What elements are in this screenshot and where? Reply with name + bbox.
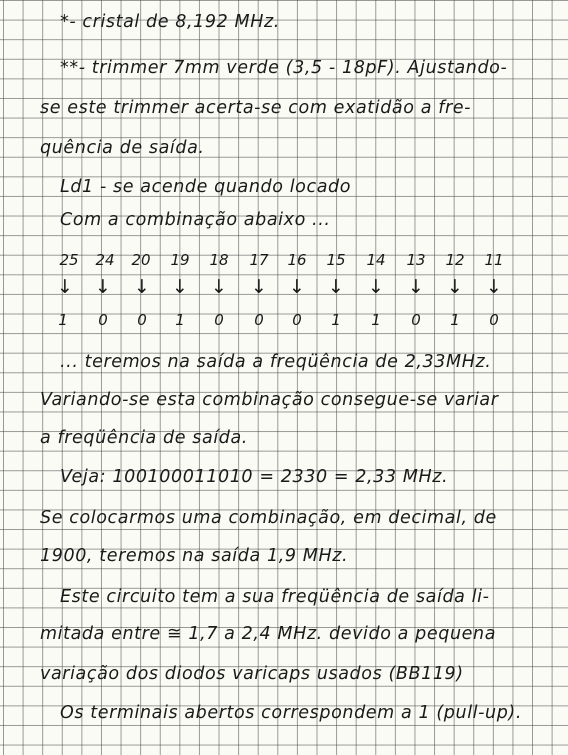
down-arrow-icon: ↓ bbox=[134, 276, 150, 298]
note-led: Ld1 - se acende quando locado bbox=[60, 177, 352, 197]
note-crystal: *- cristal de 8,192 MHz. bbox=[60, 12, 280, 32]
down-arrow-icon: ↓ bbox=[251, 276, 267, 298]
bit-value: 0 bbox=[254, 311, 264, 329]
pin-label: 12 bbox=[445, 251, 465, 269]
bit-value: 0 bbox=[292, 311, 302, 329]
down-arrow-icon: ↓ bbox=[211, 276, 227, 298]
note-combination-intro: Com a combinação abaixo ... bbox=[60, 210, 331, 230]
bit-value: 1 bbox=[450, 311, 460, 329]
pin-label: 11 bbox=[484, 251, 504, 269]
pin-label: 17 bbox=[249, 251, 269, 269]
note-decimal-cont: 1900, teremos na saída 1,9 MHz. bbox=[40, 546, 349, 566]
bit-value: 1 bbox=[175, 311, 185, 329]
bit-value: 0 bbox=[214, 311, 224, 329]
down-arrow-icon: ↓ bbox=[57, 276, 73, 298]
bit-value: 0 bbox=[98, 311, 108, 329]
down-arrow-icon: ↓ bbox=[328, 276, 344, 298]
bit-value: 0 bbox=[137, 311, 147, 329]
note-range: Este circuito tem a sua freqüência de saída li- bbox=[60, 587, 490, 607]
pin-label: 14 bbox=[366, 251, 386, 269]
down-arrow-icon: ↓ bbox=[368, 276, 384, 298]
note-pull-up: Os terminais abertos correspondem a 1 (pull-up). bbox=[60, 703, 523, 723]
note-output-frequency: ... teremos na saída a freqüência de 2,33MHz. bbox=[60, 352, 492, 372]
bit-value: 1 bbox=[371, 311, 381, 329]
bit-value: 0 bbox=[489, 311, 499, 329]
pin-label: 19 bbox=[170, 251, 190, 269]
note-varying-cont: a freqüência de saída. bbox=[40, 428, 248, 448]
down-arrow-icon: ↓ bbox=[289, 276, 305, 298]
note-example: Veja: 100100011010 = 2330 = 2,33 MHz. bbox=[60, 467, 449, 487]
pin-label: 15 bbox=[326, 251, 346, 269]
down-arrow-icon: ↓ bbox=[95, 276, 111, 298]
pin-label: 13 bbox=[406, 251, 426, 269]
note-decimal: Se colocarmos uma combinação, em decimal, de bbox=[40, 508, 497, 528]
down-arrow-icon: ↓ bbox=[447, 276, 463, 298]
bit-value: 0 bbox=[411, 311, 421, 329]
pin-label: 18 bbox=[209, 251, 229, 269]
bit-value: 1 bbox=[331, 311, 341, 329]
note-range-cont: mitada entre ≅ 1,7 a 2,4 MHz. devido a pequena bbox=[40, 624, 497, 644]
bit-value: 1 bbox=[58, 311, 68, 329]
pin-label: 20 bbox=[131, 251, 151, 269]
note-trimmer: **- trimmer 7mm verde (3,5 - 18pF). Ajustando- bbox=[60, 58, 508, 78]
down-arrow-icon: ↓ bbox=[408, 276, 424, 298]
note-trimmer-cont-2: quência de saída. bbox=[40, 138, 205, 158]
note-varicaps: variação dos diodos varicaps usados (BB119) bbox=[40, 664, 464, 684]
pin-label: 25 bbox=[59, 251, 79, 269]
down-arrow-icon: ↓ bbox=[172, 276, 188, 298]
down-arrow-icon: ↓ bbox=[486, 276, 502, 298]
pin-label: 24 bbox=[95, 251, 115, 269]
pin-label: 16 bbox=[287, 251, 307, 269]
note-varying: Variando-se esta combinação consegue-se variar bbox=[40, 390, 499, 410]
note-trimmer-cont-1: se este trimmer acerta-se com exatidão a fre- bbox=[40, 98, 472, 118]
